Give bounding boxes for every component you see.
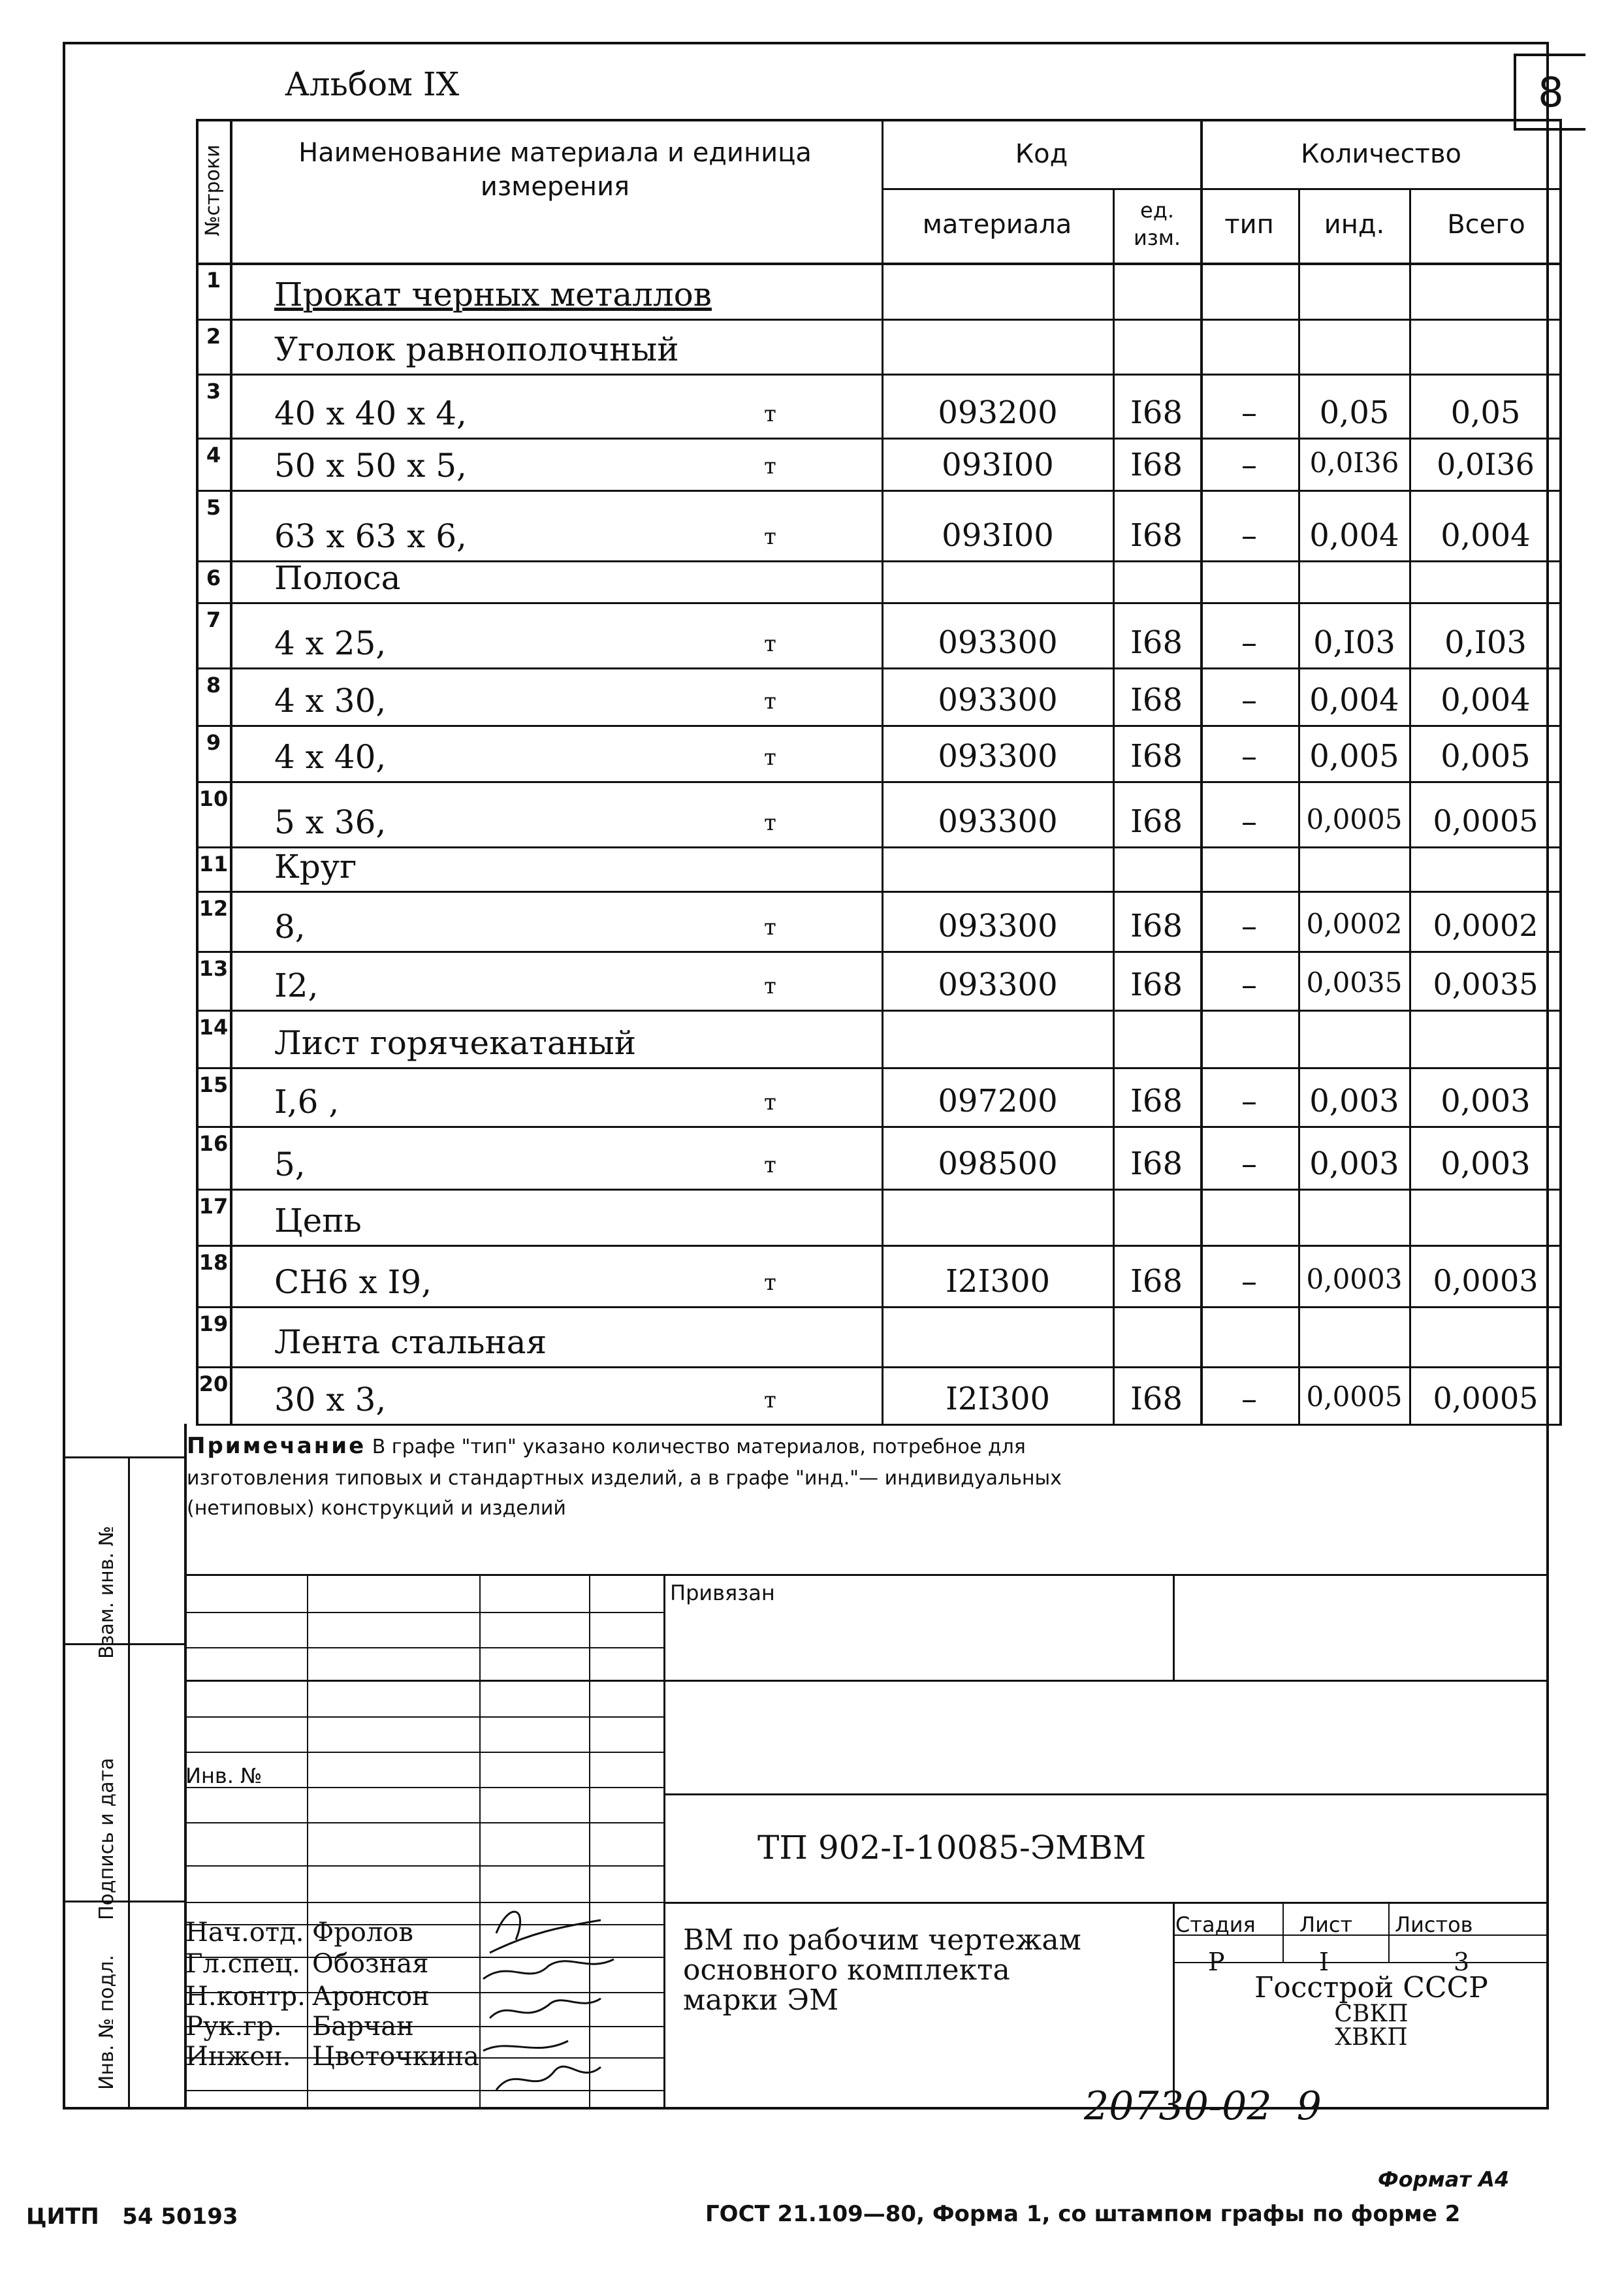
row-rule [196,1126,1562,1128]
description-line: основного комплекта [683,1953,1010,1987]
row-number: 15 [199,1072,229,1097]
sheets-label: Листов [1395,1912,1473,1937]
unit-label: т [764,914,776,940]
qty-type: – [1241,1263,1257,1300]
material-code: 093300 [938,908,1058,944]
material-code: I2I300 [945,1381,1051,1417]
unit-code: I68 [1130,908,1183,944]
rule-line [184,1822,663,1823]
material-name: 4 x 30, [274,682,387,720]
qty-ind: 0,003 [1309,1083,1399,1119]
qty-type: – [1241,1146,1257,1182]
role-label: Гл.спец. [185,1949,300,1979]
row-number: 17 [199,1194,229,1219]
material-name: I,6 , [274,1083,340,1121]
org-line: Госстрой СССР [1254,1971,1488,2004]
unit-label: т [764,631,776,657]
qty-type: – [1241,624,1257,661]
org-line: ХВКП [1335,2024,1408,2051]
row-rule [196,1010,1562,1012]
qty-ind: 0,05 [1319,394,1390,431]
note-title: Примечание [187,1433,366,1459]
row-rule [196,1189,1562,1191]
qty-ind: 0,004 [1309,517,1399,554]
rule-line [663,1902,1549,1904]
sheets-value: 3 [1454,1948,1470,1976]
person-name: Обозная [312,1949,429,1979]
qty-type: – [1241,967,1257,1003]
qty-ind: 0,0I36 [1309,447,1399,479]
qty-ind: 0,004 [1309,682,1399,718]
material-code: 093200 [938,394,1058,431]
row-rule [196,374,1562,376]
sheet-label: Лист [1299,1912,1353,1937]
qty-ind: 0,I03 [1313,624,1395,661]
material-name: Цепь [274,1202,362,1240]
row-rule [196,725,1562,727]
qty-type: – [1241,803,1257,840]
qty-type: – [1241,1381,1257,1417]
note-text: В графе "тип" указано количество материалов, потребное для изготовления типовых и стандартных изделий, а в графе "инд."— индивидуальных (нетиповых) конструкций и изделий [187,1436,1062,1520]
row-number: 18 [199,1250,229,1275]
col-header-code-material: материала [922,210,1072,240]
unit-label: т [764,1152,776,1178]
row-rule [196,560,1562,562]
archive-stamp: 20730-02 9 [1084,2083,1322,2129]
rule-line [663,1574,665,2110]
qty-type: – [1241,908,1257,944]
row-number: 9 [206,730,221,755]
unit-code: I68 [1130,682,1183,718]
footer-left: ЦИТП 54 50193 [26,2204,238,2230]
material-name: Лист горячекатаный [274,1024,637,1062]
row-rule [196,781,1562,783]
material-name: Прокат черных металлов [274,276,712,313]
qty-type: – [1241,517,1257,554]
rule-line [184,1716,663,1718]
material-name: Лента стальная [274,1323,547,1361]
material-code: 093300 [938,803,1058,840]
row-rule [196,951,1562,953]
qty-type: – [1241,1083,1257,1119]
rule-line [196,263,1562,265]
qty-total: 0,0003 [1433,1263,1538,1298]
unit-code: I68 [1130,967,1183,1003]
description-line: марки ЭМ [683,1983,839,2017]
rule-line [184,1680,663,1681]
row-rule [196,846,1562,848]
person-name: Барчан [312,2012,414,2042]
rule-line [184,1574,1549,1576]
rule-line [882,188,1562,190]
unit-label: т [764,1089,776,1115]
rule-line [307,1574,308,2110]
qty-type: – [1241,682,1257,718]
material-name: Уголок равнополочный [274,330,679,368]
unit-label: т [764,810,776,836]
row-rule [196,602,1562,604]
row-rule [196,319,1562,321]
sheet-number: 8 [1514,54,1585,131]
qty-ind: 0,0005 [1306,803,1403,835]
qty-ind: 0,0002 [1306,908,1403,940]
material-name: 8, [274,908,306,946]
rule-line [184,1865,663,1867]
unit-label: т [764,401,776,427]
row-number: 11 [199,852,229,876]
material-code: 093300 [938,624,1058,661]
rule-line [1173,1962,1549,1963]
role-label: Инжен. [185,2042,291,2072]
unit-code: I68 [1130,1381,1183,1417]
unit-code: I68 [1130,803,1183,840]
side-label-podpis: Подпись и дата [95,1757,118,1920]
unit-code: I68 [1130,1083,1183,1119]
stage-value: Р [1208,1948,1225,1976]
row-rule [196,1306,1562,1308]
rule-line [184,1752,663,1753]
material-name: 30 x 3, [274,1381,387,1419]
row-number: 12 [199,896,229,921]
row-rule [196,667,1562,669]
material-code: 098500 [938,1146,1058,1182]
row-number: 19 [199,1311,229,1336]
rule-line [196,119,199,1424]
row-number: 13 [199,956,229,981]
signatures-image [470,1894,627,2103]
qty-total: 0,05 [1450,394,1521,431]
qty-total: 0,0005 [1433,803,1538,839]
qty-ind: 0,0005 [1306,1381,1403,1413]
rule-line [63,1901,187,1902]
material-code: 093300 [938,682,1058,718]
note [187,1429,1101,1524]
material-name: Круг [274,848,357,886]
unit-label: т [764,973,776,999]
qty-ind: 0,0003 [1306,1263,1403,1295]
rule-line [184,1612,663,1613]
unit-code: I68 [1130,738,1183,775]
unit-code: I68 [1130,394,1183,431]
qty-total: 0,003 [1441,1083,1531,1119]
row-rule [196,1424,1562,1426]
rule-line [1298,188,1300,1424]
description [683,1925,1081,2016]
row-number: 20 [199,1372,229,1396]
qty-total: 0,I03 [1444,624,1527,661]
qty-total: 0,004 [1441,517,1531,554]
row-rule [196,1245,1562,1247]
unit-label: т [764,453,776,479]
material-name: 50 x 50 x 5, [274,447,467,485]
row-number: 2 [206,324,221,349]
col-header-total: Всего [1447,210,1525,240]
material-name: СН6 x I9, [274,1263,432,1301]
role-label: Нач.отд. [185,1918,304,1948]
qty-ind: 0,003 [1309,1146,1399,1182]
qty-total: 0,0002 [1433,908,1538,943]
row-number: 16 [199,1131,229,1156]
material-name: 4 x 25, [274,624,387,662]
rule-line [184,1647,663,1648]
rule-line [882,119,884,1424]
unit-code: I68 [1130,1146,1183,1182]
unit-code: I68 [1130,517,1183,554]
row-number: 8 [206,673,221,698]
unit-code: I68 [1130,1263,1183,1300]
qty-ind: 0,0035 [1306,967,1403,999]
person-name: Аронсон [312,1982,430,2012]
organization [1208,1971,1535,2051]
qty-total: 0,0005 [1433,1381,1538,1416]
col-header-type: тип [1224,210,1274,240]
qty-total: 0,004 [1441,682,1531,718]
row-rule [196,1067,1562,1069]
qty-total: 0,005 [1441,738,1531,775]
row-rule [196,438,1562,440]
row-number: 1 [206,268,221,293]
row-number: 14 [199,1015,229,1040]
material-code: I2I300 [945,1263,1051,1300]
qty-type: – [1241,394,1257,431]
org-line: СВКП [1334,2000,1409,2027]
material-code: 093I00 [942,447,1054,483]
side-label-inv: Инв. № подл. [95,1955,118,2090]
col-header-code-unit: ед. изм. [1133,198,1181,250]
row-number: 3 [206,379,221,404]
qty-total: 0,0I36 [1437,447,1535,482]
row-rule [196,1366,1562,1368]
qty-total: 0,0035 [1433,967,1538,1002]
material-code: 093300 [938,967,1058,1003]
row-number: 5 [206,495,221,520]
row-rule [196,891,1562,893]
unit-code: I68 [1130,624,1183,661]
rule-line [1173,1574,1175,1680]
doc-code: ТП 902-I-10085-ЭМВМ [757,1829,1147,1867]
row-number: 4 [206,443,221,468]
side-label-vzam: Взам. инв. № [95,1526,118,1659]
unit-label: т [764,1270,776,1296]
rule-line [1559,119,1562,1424]
privyazan-label: Привязан [670,1581,775,1605]
material-name: 5, [274,1146,306,1183]
rule-line [128,1456,130,2110]
col-header-ind: инд. [1324,210,1385,240]
rule-line [1409,188,1411,1424]
footer-right: ГОСТ 21.109—80, Форма 1, со штампом графы по форме 2 [705,2201,1461,2227]
col-header-quantity: Количество [1300,139,1461,169]
qty-type: – [1241,447,1257,483]
material-code: 093300 [938,738,1058,775]
row-number: 7 [206,607,221,632]
material-code: 097200 [938,1083,1058,1119]
unit-code: I68 [1130,447,1183,483]
material-name: Полоса [274,559,401,597]
qty-total: 0,003 [1441,1146,1531,1182]
material-name: 5 x 36, [274,803,387,841]
rule-line [663,1793,1549,1795]
unit-label: т [764,524,776,550]
unit-label: т [764,745,776,771]
rule-line [1173,1902,1175,2110]
role-label: Н.контр. [185,1982,306,2012]
rule-line [230,119,232,1424]
inv-no-label: Инв. № [185,1763,263,1788]
rule-line [1282,1902,1284,1962]
rule-line [1388,1902,1390,1962]
stage-label: Стадия [1175,1912,1256,1937]
rule-line [1113,188,1115,1424]
description-line: ВМ по рабочим чертежам [683,1923,1081,1957]
material-name: I2, [274,967,319,1004]
row-rule [196,490,1562,492]
role-label: Рук.гр. [185,2012,282,2042]
col-header-rowno: №строки [201,144,225,236]
row-number: 6 [206,566,221,590]
unit-label: т [764,688,776,714]
row-number: 10 [199,786,229,811]
qty-ind: 0,005 [1309,738,1399,775]
material-name: 4 x 40, [274,738,387,776]
person-name: Цветочкина [312,2042,479,2072]
material-name: 63 x 63 x 6, [274,517,467,555]
person-name: Фролов [312,1918,413,1948]
col-header-code: Код [1015,139,1068,169]
format-label: Формат А4 [1378,2167,1510,2192]
unit-label: т [764,1387,776,1413]
qty-type: – [1241,738,1257,775]
sheet-value: I [1319,1948,1329,1976]
album-title: Альбом IX [285,65,460,103]
material-name: 40 x 40 x 4, [274,394,467,432]
col-header-name: Наименование материала и единица измерения [298,138,812,202]
material-code: 093I00 [942,517,1054,554]
rule-line [63,1456,187,1458]
rule-line [63,1643,187,1645]
